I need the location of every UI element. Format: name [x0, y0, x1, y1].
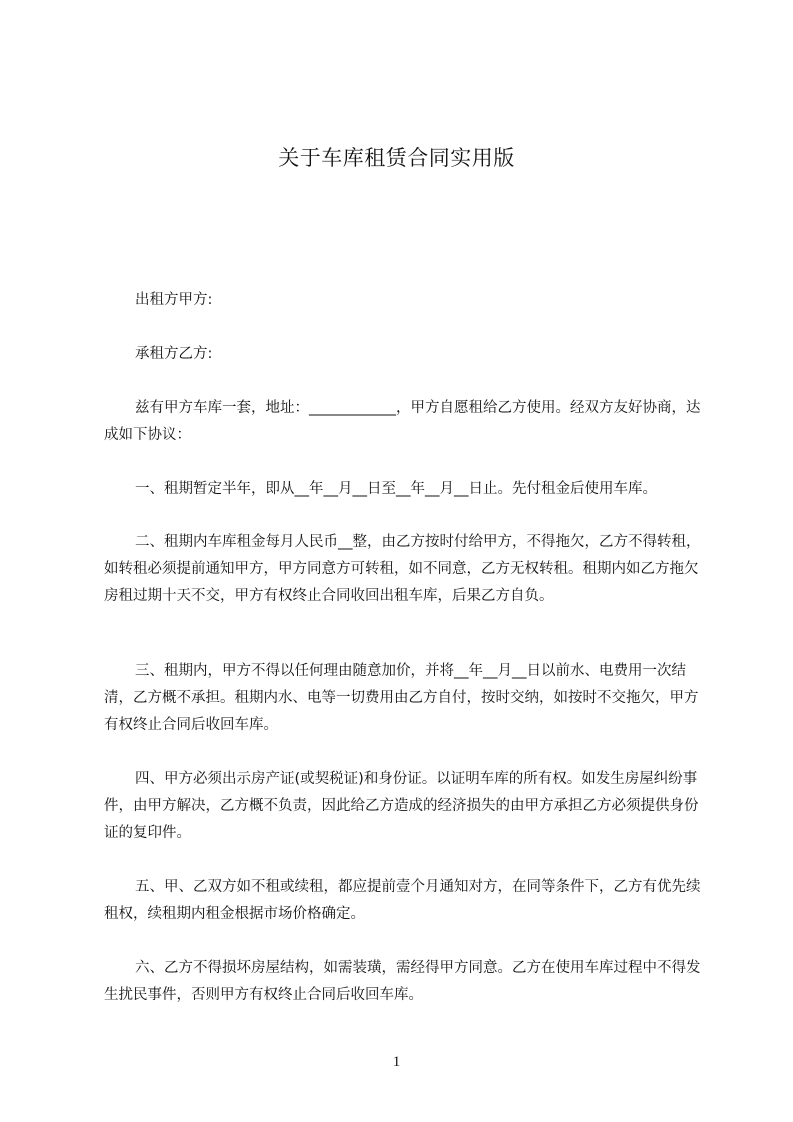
document-title: 关于车库租赁合同实用版 — [278, 146, 515, 170]
page-number: 1 — [392, 1054, 401, 1070]
clause-6: 六、乙方不得损坏房屋结构，如需装璜，需经得甲方同意。乙方在使用车库过程中不得发生扰民事件，否则甲方有权终止合同后收回车库。 — [104, 960, 701, 1003]
lessor-line: 出租方甲方: — [135, 292, 213, 308]
clause-4: 四、甲方必须出示房产证(或契税证)和身份证。以证明车库的所有权。如发生房屋纠纷事件，由甲方解决，乙方概不负责，因此给乙方造成的经济损失的由甲方承担乙方必须提供身份证的复印件。 — [104, 771, 699, 841]
clause-2: 二、租期内车库租金每月人民币__整，由乙方按时付给甲方，不得拖欠，乙方不得转租，如转租必须提前通知甲方，甲方同意方可转租，如不同意，乙方无权转租。租期内如乙方拖欠房租过期十天不交，甲方有权终止合同收回出租车库，后果乙方自负。 — [104, 534, 701, 604]
intro-paragraph: 兹有甲方车库一套，地址：____________，甲方自愿租给乙方使用。经双方友好协商，达成如下协议： — [104, 400, 701, 443]
clause-5: 五、甲、乙双方如不租或续租，都应提前壹个月通知对方，在同等条件下，乙方有优先续租权，续租期内租金根据市场价格确定。 — [104, 879, 701, 922]
lessee-line: 承租方乙方: — [135, 346, 213, 362]
clause-3: 三、租期内，甲方不得以任何理由随意加价，并将__年__月__日以前水、电费用一次结清，乙方概不承担。租期内水、电等一切费用由乙方自付，按时交纳，如按时不交拖欠，甲方有权终止合同后收回车库。 — [104, 663, 699, 733]
clause-1: 一、租期暂定半年，即从__年__月__日至__年__月__日止。先付租金后使用车库。 — [135, 481, 657, 497]
